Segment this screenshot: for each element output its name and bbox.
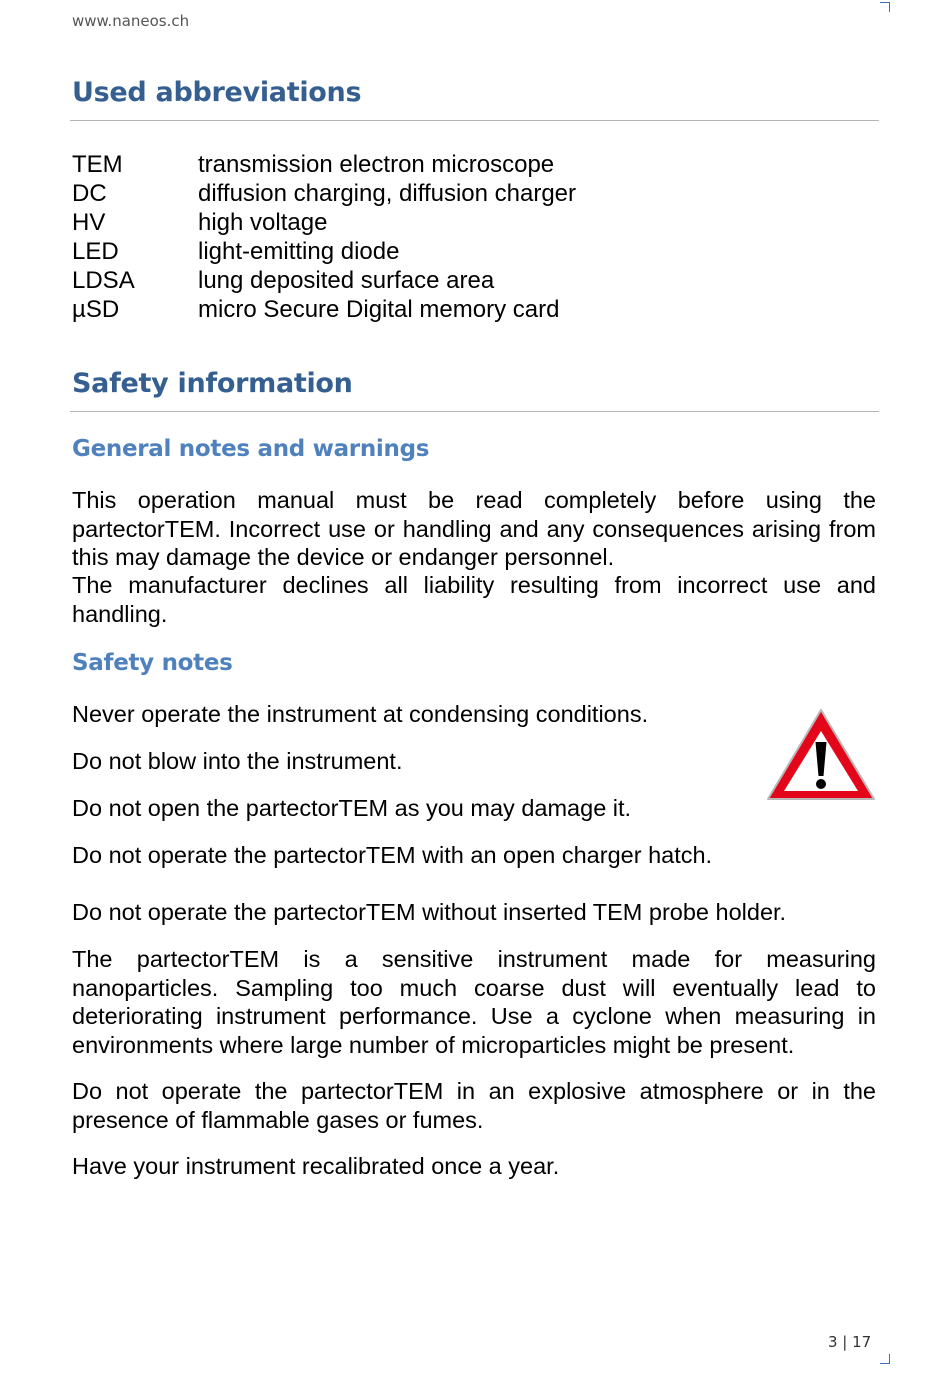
general-notes-heading: General notes and warnings bbox=[72, 436, 430, 462]
corner-mark-bottom bbox=[880, 1354, 890, 1364]
abbreviation-row bbox=[72, 295, 872, 324]
abbreviation-definition: lung deposited surface area bbox=[198, 267, 495, 294]
abbreviation-definition: transmission electron microscope bbox=[198, 151, 555, 178]
safety-note: Do not operate the partectorTEM without inserted TEM probe holder. bbox=[72, 899, 787, 925]
heading-rule bbox=[70, 411, 879, 412]
safety-heading: Safety information bbox=[72, 368, 353, 399]
abbreviation-term: TEM bbox=[72, 151, 123, 178]
abbreviation-row bbox=[72, 208, 872, 237]
abbreviations-heading: Used abbreviations bbox=[72, 77, 362, 108]
safety-notes-heading: Safety notes bbox=[72, 650, 233, 676]
general-notes-paragraph: This operation manual must be read completely before using the partectorTEM. Incorrect use or handling and any consequences arising from this may damage the device or endanger personnel. bbox=[72, 487, 876, 570]
sensitive-instrument-paragraph: The partectorTEM is a sensitive instrument made for measuring nanoparticles. Sampling too much coarse dust will eventually lead to deteriorating instrument performance. Use a cyclone when measuring in environments where large number of microparticles might be present. bbox=[72, 946, 876, 1058]
warning-triangle-icon bbox=[764, 706, 878, 804]
calibration-note: Have your instrument recalibrated once a year. bbox=[72, 1153, 560, 1179]
page-number: 3 | 17 bbox=[828, 1333, 872, 1351]
header-url: www.naneos.ch bbox=[72, 12, 190, 30]
abbreviation-row bbox=[72, 237, 872, 266]
safety-note: Never operate the instrument at condensing conditions. bbox=[72, 701, 649, 727]
abbreviation-definition: high voltage bbox=[198, 209, 328, 236]
safety-note: Do not blow into the instrument. bbox=[72, 748, 403, 774]
abbreviation-term: HV bbox=[72, 209, 106, 236]
liability-paragraph: The manufacturer declines all liability resulting from incorrect use and handling. bbox=[72, 572, 876, 627]
abbreviation-row bbox=[72, 150, 872, 179]
heading-rule bbox=[70, 120, 879, 121]
abbreviation-definition: micro Secure Digital memory card bbox=[198, 296, 560, 323]
abbreviation-term: LED bbox=[72, 238, 119, 265]
abbreviation-term: DC bbox=[72, 180, 107, 207]
explosive-atmosphere-paragraph: Do not operate the partectorTEM in an explosive atmosphere or in the presence of flammable gases or fumes. bbox=[72, 1078, 876, 1133]
abbreviation-definition: diffusion charging, diffusion charger bbox=[198, 180, 577, 207]
abbreviation-term: µSD bbox=[72, 296, 120, 323]
corner-mark-top bbox=[880, 2, 890, 12]
abbreviation-row bbox=[72, 179, 872, 208]
abbreviation-row bbox=[72, 266, 872, 295]
abbreviation-term: LDSA bbox=[72, 267, 135, 294]
safety-note: Do not open the partectorTEM as you may damage it. bbox=[72, 795, 632, 821]
abbreviation-list bbox=[72, 150, 872, 324]
safety-note: Do not operate the partectorTEM with an open charger hatch. bbox=[72, 842, 713, 868]
abbreviation-definition: light-emitting diode bbox=[198, 238, 400, 265]
